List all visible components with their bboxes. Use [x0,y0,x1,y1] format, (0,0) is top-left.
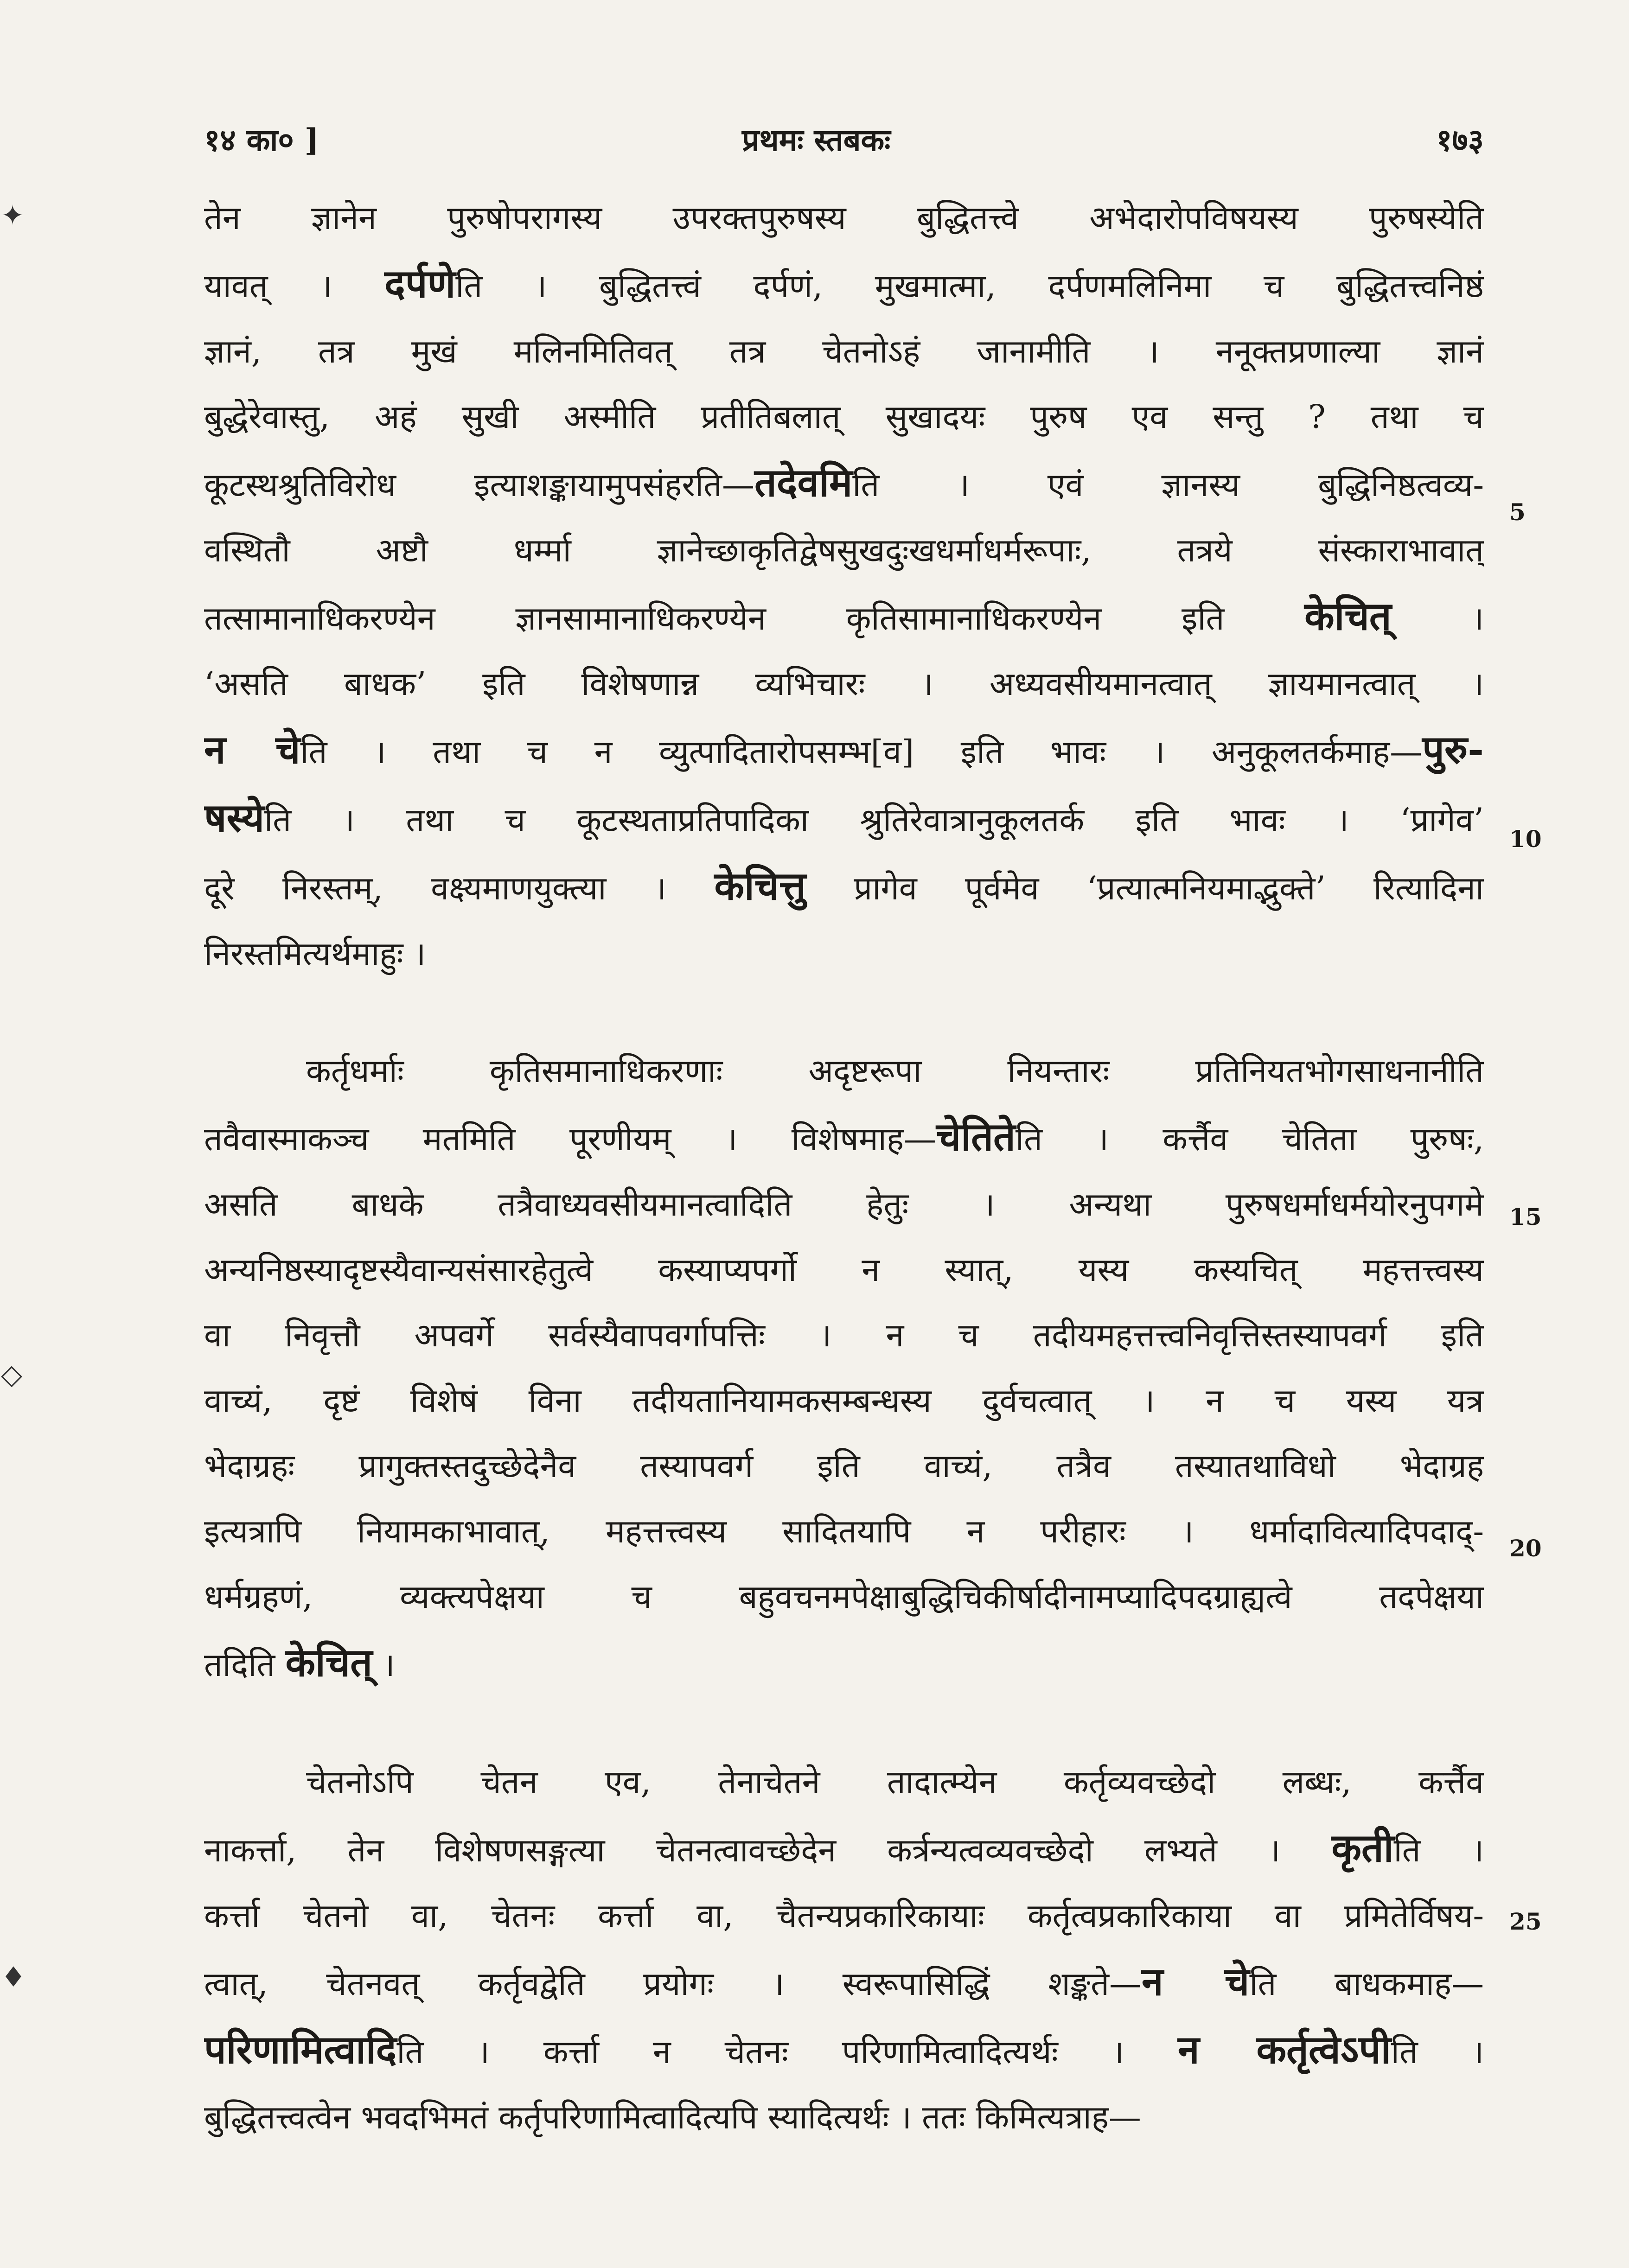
text-segment: वस्थितौ अष्टौ धर्म्मा ज्ञानेच्छाकृतिद्वेषसुखदुःखधर्माधर्मरूपाः, तत्रये संस्काराभावात् [204,531,1484,569]
text-line [204,1750,1484,1815]
text-segment: । [1391,599,1484,637]
bold-pratika: केचित् [1304,593,1392,639]
bold-pratika: षस्ये [204,795,264,841]
text-line [204,1237,1484,1303]
text-line [204,1368,1484,1433]
text-segment: बुद्धेरेवास्तु, अहं सुखी अस्मीति प्रतीतिबलात् सुखादयः पुरुष एव सन्तु ? तथा च [204,398,1484,436]
header-chapter-title: प्रथमः स्तबकः [742,122,891,158]
text-segment: धर्मग्रहणं, व्यक्त्यपेक्षया च बहुवचनमपेक्षाबुद्धिचिकीर्षादीनामप्यादिपदग्राह्यत्वे तदपेक्षया [204,1578,1484,1616]
text-line [204,1949,1484,2017]
paragraph [204,185,1484,987]
bold-pratika: कृती [1331,1825,1394,1871]
text-segment: इत्यत्रापि नियामकाभावात्, महत्तत्त्वस्य सादितयापि न परीहारः । धर्मादावित्यादिपदाद्- [204,1512,1484,1550]
bold-pratika: केचित् [285,1639,372,1685]
text-segment: ति । तथा च कूटस्थताप्रतिपादिका श्रुतिरेवात्रानुकूलतर्क इति भावः । ‘प्रागेव’ [264,801,1484,839]
text-segment: तेन ज्ञानेन पुरुषोपरागस्य उपरक्तपुरुषस्य बुद्धितत्त्वे अभेदारोपविषयस्य पुरुषस्येति [204,199,1484,237]
text-line [204,1499,1484,1564]
margin-mark-icon: ◇ [1,1358,23,1391]
text-segment: बुद्धितत्त्वत्वेन भवदभिमतं कर्तृपरिणामित्वादित्यपि स्यादित्यर्थः । ततः किमित्यत्राह— [204,2098,1141,2136]
text-segment: कर्त्ता चेतनो वा, चेतनः कर्त्ता वा, चैतन्यप्रकारिकायाः कर्तृत्वप्रकारिकाया वा प्रमितेर्विषय- [204,1897,1484,1935]
text-segment: ति । कर्त्तैव चेतिता पुरुषः, [1015,1120,1484,1158]
line-number-15: 15 [1509,1203,1542,1230]
text-line [204,1104,1484,1172]
text-segment: तवैवास्माकञ्च मतमिति पूरणीयम् । विशेषमाह— [204,1120,937,1158]
paragraph [204,1750,1484,2150]
body-text [204,185,1484,2150]
text-segment: वा निवृत्तौ अपवर्गे सर्वस्यैवापवर्गापत्तिः । न च तदीयमहत्तत्त्वनिवृत्तिस्तस्यापवर्ग इति [204,1316,1484,1354]
text-segment: ति । [1391,2033,1484,2071]
margin-mark-icon: ✦ [1,199,25,232]
text-line [204,717,1484,785]
text-segment: निरस्तमित्यर्थमाहुः । [204,935,426,973]
line-number-20: 20 [1509,1535,1542,1562]
text-line [204,518,1484,583]
line-number-25: 25 [1509,1908,1542,1935]
text-segment: ति । कर्त्ता न चेतनः परिणामित्वादित्यर्थः । [396,2033,1178,2071]
text-segment: नाकर्त्ता, तेन विशेषणसङ्गत्या चेतनत्वावच्छेदेन कर्त्रन्यत्वव्यवच्छेदो लभ्यते । [204,1831,1332,1869]
text-segment: कर्तृधर्माः कृतिसमानाधिकरणाः अदृष्टरूपा नियन्तारः प्रतिनियतभोगसाधनानीति [306,1052,1484,1090]
text-line [204,251,1484,319]
text-line [204,384,1484,450]
text-segment: त्वात्, चेतनवत् कर्तृवद्वेति प्रयोगः । स्वरूपासिद्धिं शङ्कते— [204,1965,1142,2003]
bold-pratika: पुरु- [1422,726,1484,772]
bold-pratika: न चे [1141,1958,1250,2004]
text-line [204,583,1484,651]
text-segment: कूटस्थश्रुतिविरोध इत्याशङ्कायामुपसंहरति— [204,466,754,504]
text-segment: ति । एवं ज्ञानस्य बुद्धिनिष्ठत्वव्य- [852,466,1484,504]
text-segment: ‘असति बाधक’ इति विशेषणान्न व्यभिचारः । अध्यवसीयमानत्वात् ज्ञायमानत्वात् । [204,665,1484,703]
text-line [204,785,1484,853]
text-line [204,2085,1484,2150]
line-number-10: 10 [1509,825,1542,853]
line-number-5: 5 [1509,498,1526,526]
text-segment: वाच्यं, दृष्टं विशेषं विना तदीयतानियामकसम्बन्धस्य दुर्वचत्वात् । न च यस्य यत्र [204,1382,1484,1420]
text-line [204,1303,1484,1368]
text-segment: ति बाधकमाह— [1249,1965,1484,2003]
text-line [204,319,1484,384]
text-segment: तदिति [204,1646,286,1684]
bold-pratika: तदेवमि [754,459,853,505]
bold-pratika: न कर्तृत्वेऽपी [1178,2026,1391,2072]
paragraph [204,1038,1484,1698]
text-segment: ति । बुद्धितत्त्वं दर्पणं, मुखमात्मा, दर्पणमलिनिमा च बुद्धितत्त्वनिष्ठं [455,267,1484,305]
bold-pratika: केचित्तु [714,863,806,909]
margin-mark-icon: ♦ [1,1961,26,1994]
text-segment: यावत् । [204,267,385,305]
text-segment: अन्यनिष्ठस्यादृष्टस्यैवान्यसंसारहेतुत्वे कस्याप्यपर्गो न स्यात्, यस्य कस्यचित् महत्तत्त्वस्य [204,1251,1484,1289]
bold-pratika: न चे [204,726,300,772]
header-page-number: १७३ [1436,122,1484,158]
page-header [204,118,1484,169]
text-line [204,1630,1484,1698]
text-line [204,921,1484,987]
text-line [204,2017,1484,2085]
text-line [204,1172,1484,1237]
text-line [204,450,1484,518]
bold-pratika: चेतिते [936,1114,1016,1159]
text-line [204,1815,1484,1883]
text-segment: ज्ञानं, तत्र मुखं मलिनमितिवत् तत्र चेतनोऽहं जानामीति । ननूक्तप्रणाल्या ज्ञानं [204,332,1484,370]
bold-pratika: परिणामित्वादि [204,2026,397,2072]
text-line [204,1038,1484,1104]
text-segment: प्रागेव पूर्वमेव ‘प्रत्यात्मनियमाद्भुक्ते’ रित्यादिना [806,869,1484,907]
text-segment: असति बाधके तत्रैवाध्यवसीयमानत्वादिति हेतुः । अन्यथा पुरुषधर्माधर्मयोरनुपगमे [204,1185,1484,1223]
text-line [204,1564,1484,1630]
bold-pratika: दर्पणे [384,261,456,306]
text-line [204,1433,1484,1499]
text-segment: ति । तथा च न व्युत्पादितारोपसम्भ[व] इति भावः । अनुकूलतर्कमाह— [300,733,1423,771]
text-segment: दूरे निरस्तम्, वक्ष्यमाणयुक्त्या । [204,869,715,907]
text-segment: । [372,1646,395,1684]
text-segment: तत्सामानाधिकरण्येन ज्ञानसामानाधिकरण्येन कृतिसामानाधिकरण्येन इति [204,599,1305,637]
text-segment: चेतनोऽपि चेतन एव, तेनाचेतने तादात्म्येन कर्तृव्यवच्छेदो लब्धः, कर्त्तैव [306,1763,1484,1801]
text-line [204,853,1484,921]
text-line [204,185,1484,251]
header-section-label: १४ का० ] [204,122,319,158]
text-line [204,1883,1484,1949]
text-segment: भेदाग्रहः प्रागुक्तस्तदुच्छेदेनैव तस्यापवर्ग इति वाच्यं, तत्रैव तस्यातथाविधो भेदाग्रह [204,1447,1484,1485]
text-segment: ति । [1393,1831,1484,1869]
text-line [204,651,1484,717]
